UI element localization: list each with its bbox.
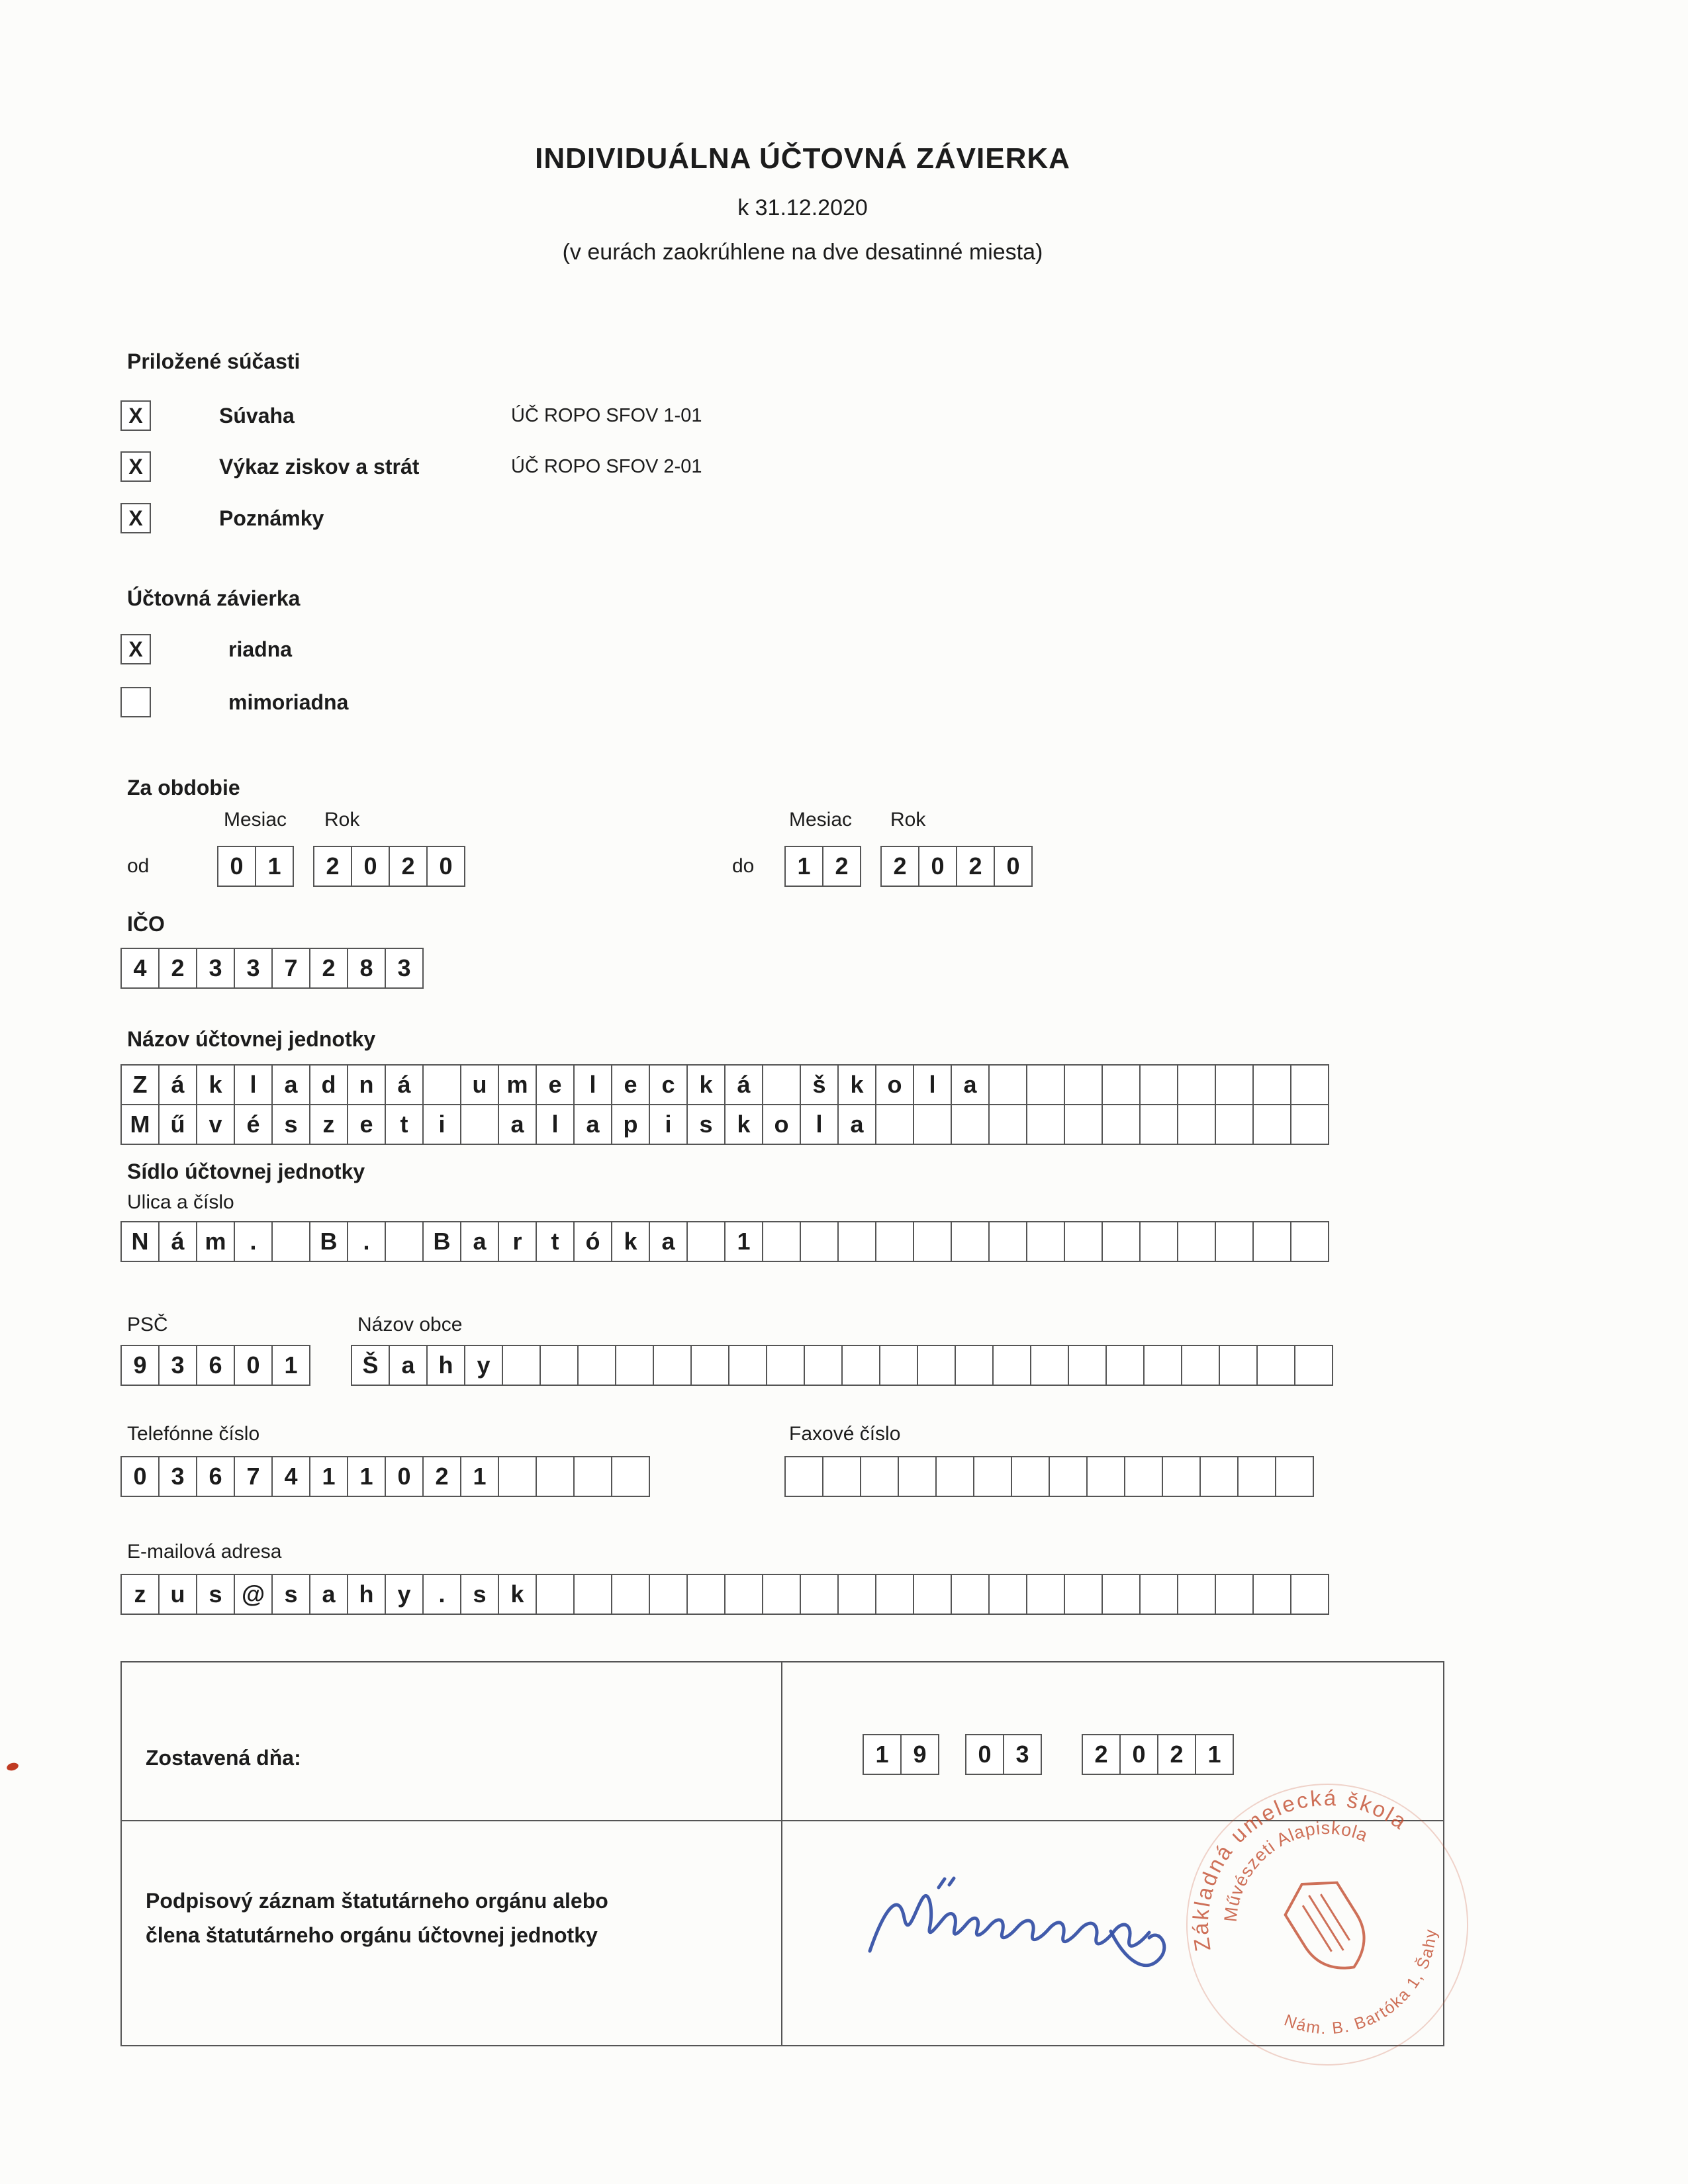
char-cell <box>1252 1104 1291 1145</box>
city-label: Názov obce <box>357 1314 463 1336</box>
char-cell: 3 <box>196 948 235 989</box>
char-cell <box>1215 1104 1254 1145</box>
char-cell: y <box>464 1345 503 1386</box>
char-cell: 6 <box>196 1345 235 1386</box>
signature-area-cell <box>782 1821 1444 2045</box>
char-cell <box>1026 1064 1065 1105</box>
char-cell <box>1102 1104 1141 1145</box>
char-cell <box>973 1456 1012 1497</box>
char-cell <box>1252 1064 1291 1105</box>
char-cell: á <box>158 1064 197 1105</box>
char-cell: 0 <box>965 1734 1004 1775</box>
char-cell: 2 <box>880 846 919 887</box>
char-cell <box>766 1345 805 1386</box>
char-cell: k <box>196 1064 235 1105</box>
char-cell: 9 <box>120 1345 160 1386</box>
to-year-boxes <box>880 846 1033 887</box>
char-cell: z <box>309 1104 348 1145</box>
char-cell: a <box>649 1221 688 1262</box>
char-cell: a <box>573 1104 612 1145</box>
char-cell <box>1294 1345 1333 1386</box>
char-cell: @ <box>234 1574 273 1615</box>
stamp-text-bottom: Nám. B. Bartóka 1, Šahy <box>1282 1927 1440 2038</box>
char-cell <box>1139 1221 1178 1262</box>
attachment-label: Súvaha <box>219 404 295 428</box>
char-cell: 3 <box>158 1345 197 1386</box>
char-cell: 0 <box>217 846 256 887</box>
attachment-label: Výkaz ziskov a strát <box>219 455 420 478</box>
char-cell <box>1177 1064 1216 1105</box>
char-cell: 0 <box>120 1456 160 1497</box>
attachment-code: ÚČ ROPO SFOV 2-01 <box>511 456 702 477</box>
char-cell: i <box>649 1104 688 1145</box>
entity-name-row1 <box>120 1064 1329 1105</box>
char-cell: t <box>536 1221 575 1262</box>
char-cell: y <box>385 1574 424 1615</box>
period-heading: Za obdobie <box>127 776 240 799</box>
char-cell: 2 <box>822 846 861 887</box>
char-cell: N <box>120 1221 160 1262</box>
char-cell <box>611 1456 650 1497</box>
char-cell: l <box>536 1104 575 1145</box>
char-cell <box>913 1104 952 1145</box>
char-cell: k <box>686 1064 726 1105</box>
char-cell <box>762 1574 801 1615</box>
char-cell <box>649 1574 688 1615</box>
char-cell <box>988 1064 1027 1105</box>
signature-table <box>120 1661 1444 2046</box>
closing-label: riadna <box>228 637 293 661</box>
char-cell: k <box>498 1574 537 1615</box>
char-cell <box>1064 1574 1103 1615</box>
ico-heading: IČO <box>127 912 165 936</box>
char-cell <box>875 1104 914 1145</box>
char-cell <box>992 1345 1031 1386</box>
char-cell: á <box>724 1064 763 1105</box>
char-cell: c <box>649 1064 688 1105</box>
stamp-text-top: Základná umelecká škola <box>1188 1785 1413 1953</box>
char-cell <box>1215 1221 1254 1262</box>
char-cell: ó <box>573 1221 612 1262</box>
checkbox-mark: X <box>128 506 143 530</box>
stamp-text-inner: Művészeti Alapiskola <box>1220 1817 1371 1923</box>
compiled-day-boxes <box>863 1734 939 1775</box>
char-cell: 2 <box>422 1456 461 1497</box>
char-cell: u <box>158 1574 197 1615</box>
char-cell: 7 <box>271 948 310 989</box>
char-cell: . <box>422 1574 461 1615</box>
month-label-to: Mesiac <box>789 809 853 831</box>
email-label: E-mailová adresa <box>127 1541 282 1563</box>
char-cell <box>1215 1574 1254 1615</box>
char-cell: i <box>422 1104 461 1145</box>
char-cell: B <box>309 1221 348 1262</box>
year-label-to: Rok <box>890 809 926 831</box>
char-cell: 4 <box>271 1456 310 1497</box>
closing-heading: Účtovná závierka <box>127 586 301 610</box>
char-cell: a <box>837 1104 876 1145</box>
char-cell <box>1290 1064 1329 1105</box>
char-cell <box>422 1064 461 1105</box>
char-cell <box>988 1574 1027 1615</box>
char-cell: . <box>234 1221 273 1262</box>
form-note-line: (v eurách zaokrúhlene na dve desatinné miesta) <box>562 240 1043 265</box>
char-cell <box>951 1574 990 1615</box>
checkbox-riadna <box>120 634 151 664</box>
char-cell: 2 <box>1082 1734 1121 1775</box>
char-cell: 0 <box>351 846 390 887</box>
char-cell <box>1102 1064 1141 1105</box>
char-cell: a <box>460 1221 499 1262</box>
char-cell <box>690 1345 729 1386</box>
char-cell: s <box>271 1574 310 1615</box>
char-cell <box>1030 1345 1069 1386</box>
char-cell <box>875 1574 914 1615</box>
char-cell: u <box>460 1064 499 1105</box>
char-cell: a <box>271 1064 310 1105</box>
char-cell <box>1162 1456 1201 1497</box>
char-cell: Z <box>120 1064 160 1105</box>
char-cell: 3 <box>1003 1734 1042 1775</box>
street-boxes <box>120 1221 1329 1262</box>
char-cell <box>686 1574 726 1615</box>
char-cell: e <box>611 1064 650 1105</box>
char-cell: 2 <box>313 846 352 887</box>
char-cell <box>860 1456 899 1497</box>
char-cell <box>1177 1574 1216 1615</box>
char-cell <box>800 1221 839 1262</box>
char-cell <box>841 1345 880 1386</box>
char-cell: B <box>422 1221 461 1262</box>
char-cell <box>837 1574 876 1615</box>
signatory-label-line2: člena štatutárneho orgánu účtovnej jednotky <box>146 1923 598 1947</box>
char-cell <box>460 1104 499 1145</box>
char-cell: á <box>158 1221 197 1262</box>
char-cell: k <box>724 1104 763 1145</box>
char-cell: h <box>347 1574 386 1615</box>
char-cell: 2 <box>309 948 348 989</box>
char-cell: 3 <box>158 1456 197 1497</box>
char-cell <box>1068 1345 1107 1386</box>
checkbox-mark: X <box>128 454 143 478</box>
compiled-date-label-cell <box>122 1662 782 1821</box>
closing-label: mimoriadna <box>228 690 349 714</box>
city-boxes <box>351 1345 1333 1386</box>
char-cell <box>1139 1064 1178 1105</box>
char-cell <box>1124 1456 1163 1497</box>
char-cell: M <box>120 1104 160 1145</box>
compiled-year-boxes <box>1082 1734 1234 1775</box>
compiled-date-label: Zostavená dňa: <box>146 1746 301 1770</box>
char-cell <box>1064 1221 1103 1262</box>
char-cell: é <box>234 1104 273 1145</box>
char-cell <box>573 1574 612 1615</box>
char-cell <box>1256 1345 1295 1386</box>
char-cell <box>653 1345 692 1386</box>
char-cell: m <box>196 1221 235 1262</box>
entity-name-row2 <box>120 1104 1329 1145</box>
char-cell <box>271 1221 310 1262</box>
char-cell <box>573 1456 612 1497</box>
char-cell <box>1219 1345 1258 1386</box>
char-cell <box>935 1456 974 1497</box>
form-title: INDIVIDUÁLNA ÚČTOVNÁ ZÁVIERKA <box>535 142 1070 175</box>
char-cell: s <box>686 1104 726 1145</box>
street-label: Ulica a číslo <box>127 1191 234 1213</box>
char-cell <box>988 1104 1027 1145</box>
char-cell: 0 <box>234 1345 273 1386</box>
char-cell <box>1139 1574 1178 1615</box>
char-cell <box>1102 1221 1141 1262</box>
char-cell <box>385 1221 424 1262</box>
char-cell: e <box>347 1104 386 1145</box>
char-cell <box>1143 1345 1182 1386</box>
char-cell <box>898 1456 937 1497</box>
to-label: do <box>732 855 755 877</box>
char-cell <box>800 1574 839 1615</box>
char-cell: s <box>460 1574 499 1615</box>
phone-boxes <box>120 1456 650 1497</box>
phone-label: Telefónne číslo <box>127 1423 260 1445</box>
char-cell: 6 <box>196 1456 235 1497</box>
char-cell <box>536 1574 575 1615</box>
checkbox-poznamky <box>120 503 151 533</box>
char-cell <box>875 1221 914 1262</box>
from-month-boxes <box>217 846 294 887</box>
char-cell: 9 <box>900 1734 939 1775</box>
checkbox-suvaha <box>120 400 151 431</box>
char-cell <box>1026 1221 1065 1262</box>
char-cell <box>784 1456 823 1497</box>
char-cell: 1 <box>255 846 294 887</box>
char-cell: 0 <box>385 1456 424 1497</box>
char-cell: a <box>309 1574 348 1615</box>
fax-boxes <box>784 1456 1314 1497</box>
char-cell <box>536 1456 575 1497</box>
char-cell: š <box>800 1064 839 1105</box>
char-cell: 2 <box>389 846 428 887</box>
char-cell: o <box>875 1064 914 1105</box>
char-cell <box>1290 1104 1329 1145</box>
char-cell <box>1290 1574 1329 1615</box>
char-cell: h <box>426 1345 465 1386</box>
char-cell <box>1181 1345 1220 1386</box>
char-cell <box>1064 1104 1103 1145</box>
char-cell <box>498 1456 537 1497</box>
char-cell <box>1290 1221 1329 1262</box>
char-cell <box>988 1221 1027 1262</box>
email-boxes <box>120 1574 1329 1615</box>
char-cell: l <box>800 1104 839 1145</box>
char-cell: 1 <box>347 1456 386 1497</box>
attachment-code: ÚČ ROPO SFOV 1-01 <box>511 405 702 426</box>
month-label-from: Mesiac <box>224 809 287 831</box>
char-cell <box>762 1064 801 1105</box>
char-cell: 2 <box>158 948 197 989</box>
char-cell <box>1237 1456 1276 1497</box>
pen-mark <box>6 1762 19 1772</box>
char-cell: 1 <box>784 846 823 887</box>
char-cell: 3 <box>234 948 273 989</box>
char-cell: 8 <box>347 948 386 989</box>
ico-boxes <box>120 948 424 989</box>
char-cell: z <box>120 1574 160 1615</box>
char-cell <box>1252 1221 1291 1262</box>
char-cell: 1 <box>309 1456 348 1497</box>
char-cell: e <box>536 1064 575 1105</box>
char-cell <box>577 1345 616 1386</box>
zip-label: PSČ <box>127 1314 168 1336</box>
char-cell <box>879 1345 918 1386</box>
signatory-label <box>146 1884 608 1952</box>
char-cell: a <box>951 1064 990 1105</box>
char-cell <box>917 1345 956 1386</box>
char-cell: 0 <box>918 846 957 887</box>
char-cell <box>1275 1456 1314 1497</box>
address-heading: Sídlo účtovnej jednotky <box>127 1160 365 1183</box>
checkbox-vykaz <box>120 451 151 482</box>
char-cell: 1 <box>271 1345 310 1386</box>
year-label-from: Rok <box>324 809 360 831</box>
char-cell <box>539 1345 579 1386</box>
char-cell: p <box>611 1104 650 1145</box>
char-cell <box>1086 1456 1125 1497</box>
fax-label: Faxové číslo <box>789 1423 901 1445</box>
char-cell: a <box>498 1104 537 1145</box>
char-cell <box>1049 1456 1088 1497</box>
to-month-boxes <box>784 846 861 887</box>
form-date-line: k 31.12.2020 <box>737 195 868 220</box>
char-cell <box>611 1574 650 1615</box>
char-cell <box>951 1104 990 1145</box>
char-cell: á <box>385 1064 424 1105</box>
char-cell <box>1064 1064 1103 1105</box>
char-cell: 4 <box>120 948 160 989</box>
char-cell: t <box>385 1104 424 1145</box>
checkbox-mark: X <box>128 637 143 661</box>
char-cell: Š <box>351 1345 390 1386</box>
char-cell: 7 <box>234 1456 273 1497</box>
char-cell <box>1105 1345 1145 1386</box>
char-cell <box>1026 1574 1065 1615</box>
entity-name-heading: Názov účtovnej jednotky <box>127 1027 376 1051</box>
char-cell: 2 <box>1157 1734 1196 1775</box>
compiled-month-boxes <box>965 1734 1042 1775</box>
char-cell: 0 <box>426 846 465 887</box>
char-cell <box>1199 1456 1239 1497</box>
form-header <box>0 142 1605 265</box>
char-cell: 3 <box>385 948 424 989</box>
char-cell: 1 <box>1195 1734 1234 1775</box>
char-cell: n <box>347 1064 386 1105</box>
char-cell: m <box>498 1064 537 1105</box>
char-cell <box>913 1221 952 1262</box>
signatory-label-line1: Podpisový záznam štatutárneho orgánu alebo <box>146 1889 608 1913</box>
char-cell <box>615 1345 654 1386</box>
char-cell <box>822 1456 861 1497</box>
char-cell: s <box>271 1104 310 1145</box>
attachment-label: Poznámky <box>219 506 324 530</box>
char-cell: k <box>611 1221 650 1262</box>
char-cell: 1 <box>460 1456 499 1497</box>
char-cell: 2 <box>956 846 995 887</box>
char-cell: 1 <box>724 1221 763 1262</box>
char-cell: s <box>196 1574 235 1615</box>
char-cell <box>724 1574 763 1615</box>
char-cell: . <box>347 1221 386 1262</box>
attachments-heading: Priložené súčasti <box>127 349 301 373</box>
char-cell: r <box>498 1221 537 1262</box>
char-cell: ű <box>158 1104 197 1145</box>
signatory-label-cell <box>122 1821 782 2045</box>
char-cell: l <box>913 1064 952 1105</box>
char-cell: d <box>309 1064 348 1105</box>
char-cell: 0 <box>1119 1734 1158 1775</box>
char-cell <box>837 1221 876 1262</box>
char-cell <box>951 1221 990 1262</box>
char-cell <box>1011 1456 1050 1497</box>
from-label: od <box>127 855 150 877</box>
checkbox-mimoriadna <box>120 687 151 717</box>
char-cell <box>1102 1574 1141 1615</box>
char-cell: l <box>234 1064 273 1105</box>
char-cell <box>913 1574 952 1615</box>
char-cell: a <box>389 1345 428 1386</box>
from-year-boxes <box>313 846 465 887</box>
char-cell <box>1177 1221 1216 1262</box>
char-cell: k <box>837 1064 876 1105</box>
zip-boxes <box>120 1345 310 1386</box>
char-cell <box>1139 1104 1178 1145</box>
char-cell: v <box>196 1104 235 1145</box>
char-cell <box>955 1345 994 1386</box>
char-cell <box>502 1345 541 1386</box>
char-cell: o <box>762 1104 801 1145</box>
char-cell <box>1252 1574 1291 1615</box>
char-cell <box>686 1221 726 1262</box>
char-cell: 1 <box>863 1734 902 1775</box>
char-cell <box>728 1345 767 1386</box>
char-cell: l <box>573 1064 612 1105</box>
char-cell <box>1215 1064 1254 1105</box>
checkbox-mark: X <box>128 403 143 428</box>
char-cell <box>804 1345 843 1386</box>
char-cell <box>762 1221 801 1262</box>
char-cell <box>1026 1104 1065 1145</box>
char-cell: 0 <box>994 846 1033 887</box>
char-cell <box>1177 1104 1216 1145</box>
